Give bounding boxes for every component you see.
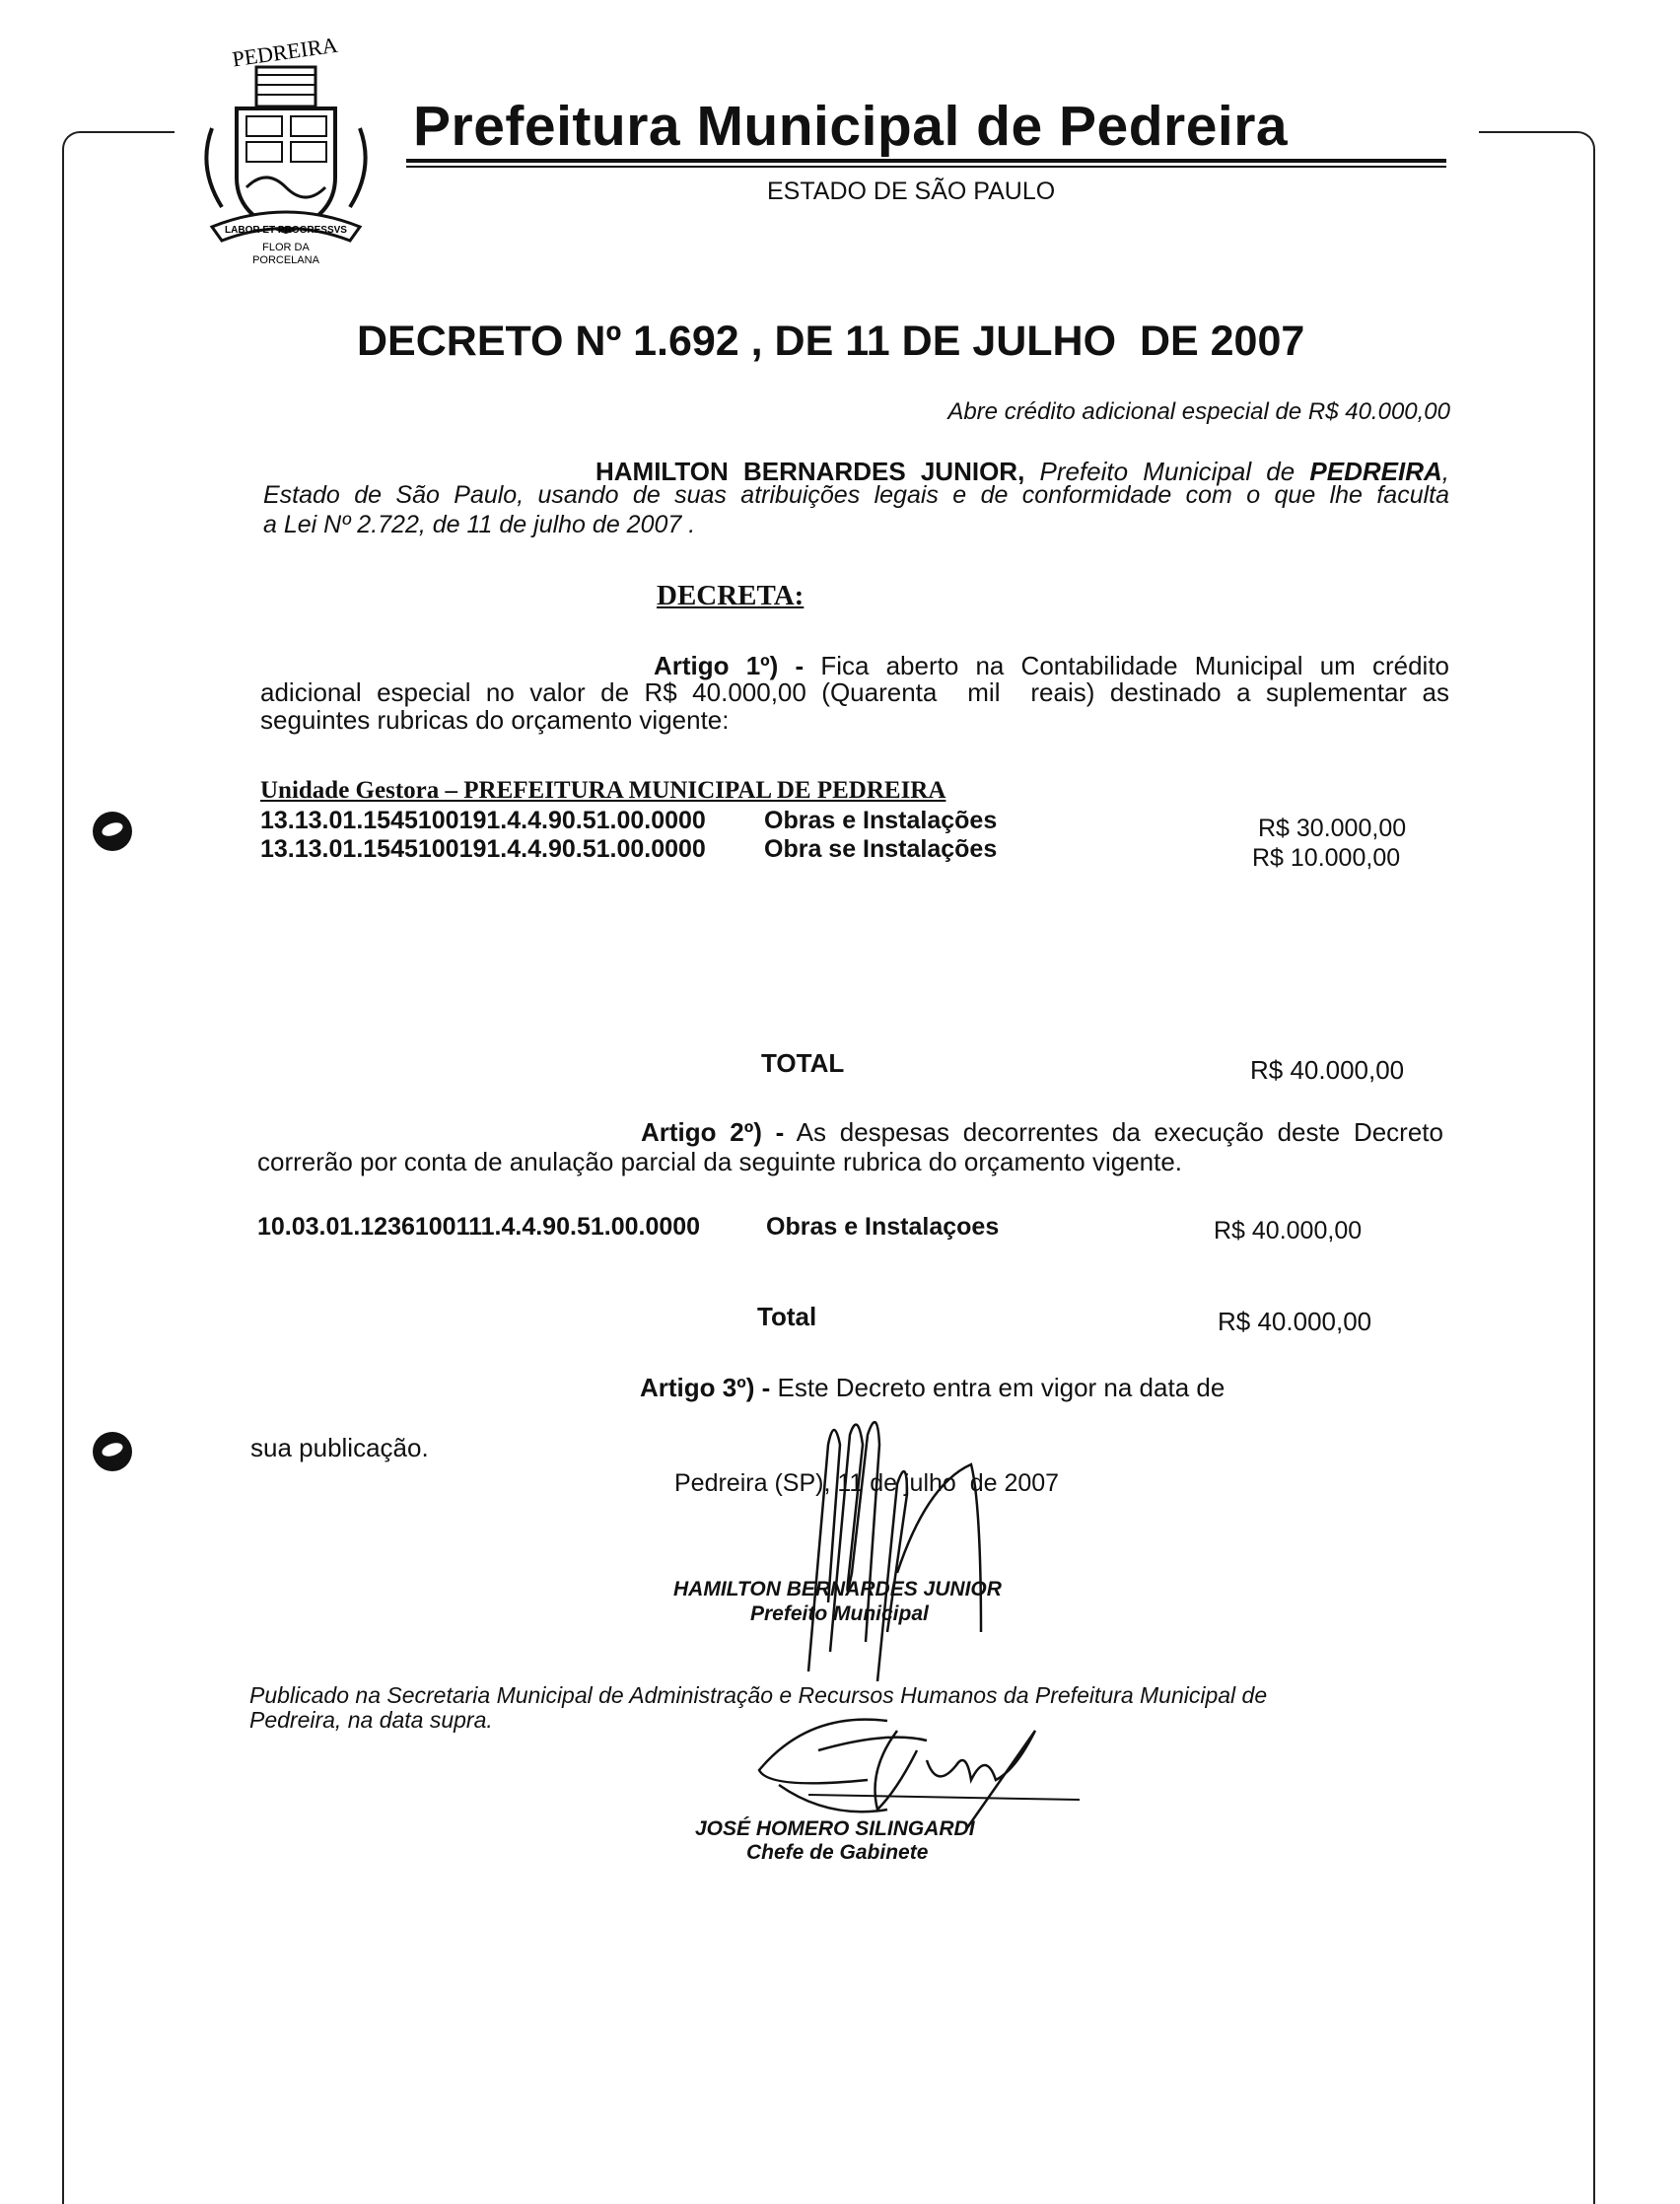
preamble-line1: HAMILTON BERNARDES JUNIOR, Prefeito Municipal de PEDREIRA, [595, 457, 1449, 486]
budget-row-code: 13.13.01.1545100191.4.4.90.51.00.0000 [260, 807, 706, 834]
frame-left-line [62, 131, 175, 2204]
article3-line1: Artigo 3º) - Este Decreto entra em vigor na data de [640, 1373, 1225, 1402]
punch-hole-icon [93, 1432, 132, 1471]
svg-text:PORCELANA: PORCELANA [252, 254, 319, 266]
budget-row-code: 10.03.01.1236100111.4.4.90.51.00.0000 [257, 1213, 701, 1241]
svg-text:PEDREIRA: PEDREIRA [230, 32, 339, 72]
header-underline [406, 159, 1446, 163]
article1-total-amount: R$ 40.000,00 [1250, 1055, 1405, 1085]
header-title: Prefeitura Municipal de Pedreira [413, 95, 1289, 158]
signer1-name: HAMILTON BERNARDES JUNIOR [673, 1578, 1002, 1600]
decreta-heading: DECRETA: [657, 580, 805, 611]
budget-row-desc: Obras e Instalaçoes [766, 1213, 1000, 1241]
punch-hole-icon [93, 812, 132, 851]
svg-text:FLOR DA: FLOR DA [262, 242, 310, 253]
budget-row-desc: Obra se Instalações [764, 835, 998, 863]
preamble-line2: Estado de São Paulo, usando de suas atribuições legais e de conformidade com o que lhe faculta [263, 481, 1449, 509]
header-subtitle: ESTADO DE SÃO PAULO [767, 178, 1056, 205]
signer1-role: Prefeito Municipal [750, 1602, 929, 1625]
svg-text:LABOR ET PROGRESSVS: LABOR ET PROGRESSVS [225, 225, 347, 236]
publication-line1: Publicado na Secretaria Municipal de Administração e Recursos Humanos da Prefeitura Municipal de [249, 1682, 1268, 1708]
frame-right-line [1479, 131, 1595, 2204]
article1-line3: seguintes rubricas do orçamento vigente: [260, 705, 730, 735]
signer2-name: JOSÉ HOMERO SILINGARDI [695, 1817, 975, 1840]
budget-row-amount: R$ 40.000,00 [1214, 1217, 1363, 1244]
decree-title: DECRETO Nº 1.692 , DE 11 DE JULHO DE 2007 [357, 318, 1305, 365]
coat-of-arms-logo [192, 30, 380, 266]
budget-row-code: 13.13.01.1545100191.4.4.90.51.00.0000 [260, 835, 706, 863]
mayor-name: HAMILTON BERNARDES JUNIOR, [595, 457, 1025, 486]
article2-total-label: Total [757, 1302, 817, 1331]
article2-line2: correrão por conta de anulação parcial da seguinte rubrica do orçamento vigente. [257, 1147, 1183, 1176]
signer2-role: Chefe de Gabinete [746, 1841, 929, 1864]
article2-total-amount: R$ 40.000,00 [1218, 1307, 1372, 1336]
budget-row-desc: Obras e Instalações [764, 807, 998, 834]
article1-total-label: TOTAL [761, 1048, 845, 1078]
unit-label: Unidade Gestora – PREFEITURA MUNICIPAL DE PEDREIRA [260, 777, 946, 804]
article2-line1: Artigo 2º) - As despesas decorrentes da execução deste Decreto [641, 1117, 1443, 1147]
budget-row-amount: R$ 10.000,00 [1252, 844, 1401, 872]
decree-summary: Abre crédito adicional especial de R$ 40.000,00 [947, 398, 1450, 425]
article1-line2: adicional especial no valor de R$ 40.000,00 (Quarenta mil reais) destinado a suplementar as [260, 677, 1449, 707]
place-date: Pedreira (SP), 11 de julho de 2007 [674, 1469, 1060, 1497]
article3-line2: sua publicação. [250, 1433, 429, 1462]
budget-row-amount: R$ 30.000,00 [1258, 815, 1407, 842]
header-underline [406, 166, 1446, 168]
preamble-line3: a Lei Nº 2.722, de 11 de julho de 2007 . [263, 511, 696, 538]
mayor-signature [769, 1405, 1025, 1691]
article1-line1: Artigo 1º) - Fica aberto na Contabilidade Municipal um crédito [654, 651, 1450, 680]
publication-line2: Pedreira, na data supra. [249, 1707, 493, 1733]
